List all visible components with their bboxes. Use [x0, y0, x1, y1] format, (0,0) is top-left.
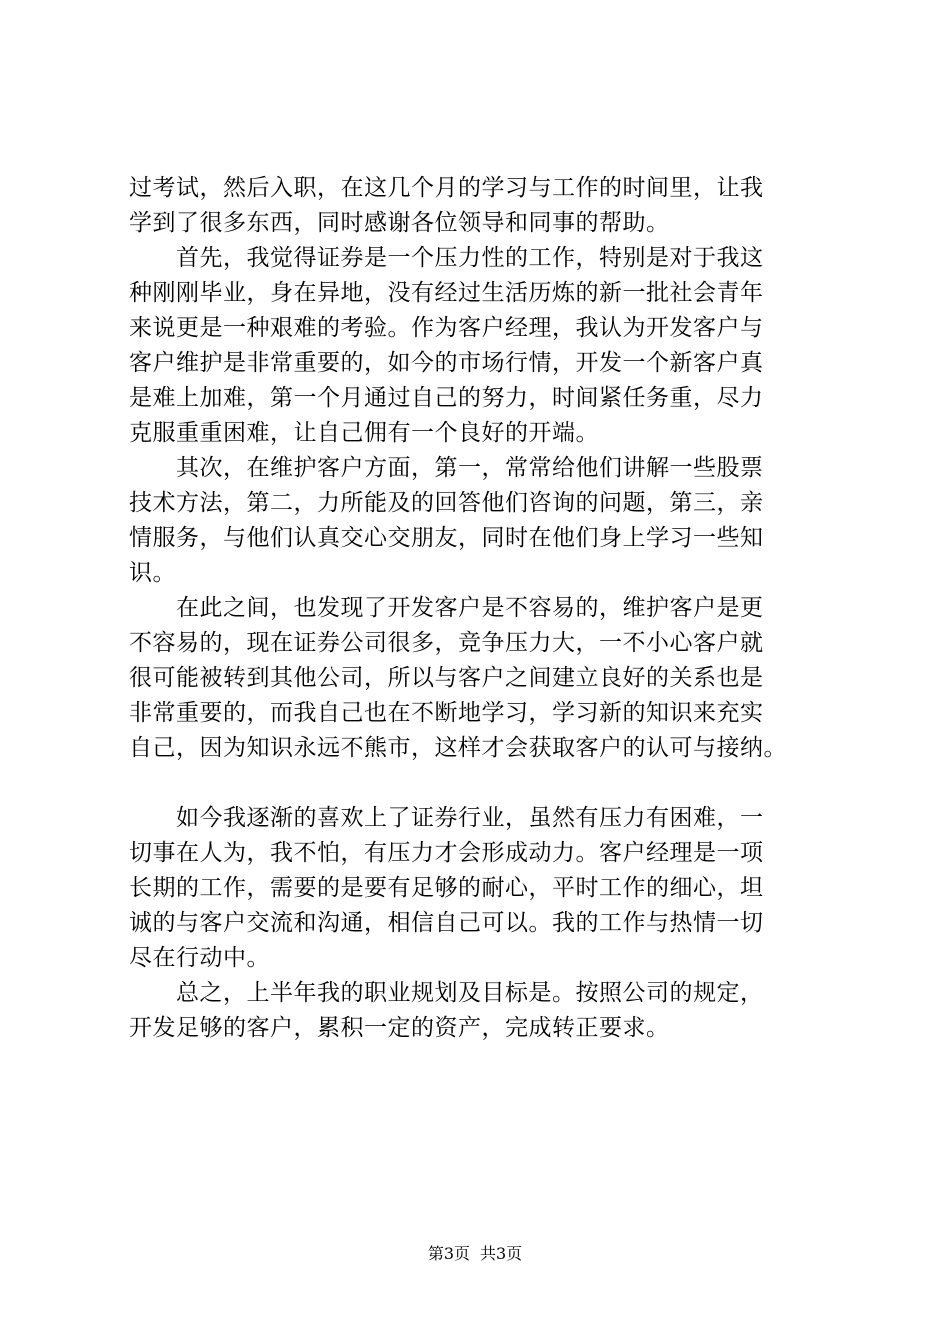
text-line: 在此之间，也发现了开发客户是不容易的，维护客户是更	[129, 595, 764, 621]
text-line: 识。	[129, 560, 176, 586]
text-line: 过考试，然后入职，在这几个月的学习与工作的时间里，让我	[129, 175, 764, 201]
page-number: 第3页	[427, 1244, 470, 1263]
text-line: 长期的工作，需要的是要有足够的耐心，平时工作的细心，坦	[129, 875, 764, 901]
page-total: 共3页	[480, 1244, 523, 1263]
text-line: 如今我逐渐的喜欢上了证券行业，虽然有压力有困难，一	[129, 805, 764, 831]
text-line: 切事在人为，我不怕，有压力才会形成动力。客户经理是一项	[129, 840, 764, 866]
text-line: 不容易的，现在证券公司很多，竞争压力大，一不小心客户就	[129, 630, 764, 656]
text-line: 尽在行动中。	[129, 945, 270, 971]
text-line: 技术方法，第二，力所能及的回答他们咨询的问题，第三，亲	[129, 490, 764, 516]
text-line: 种刚刚毕业，身在异地，没有经过生活历炼的新一批社会青年	[129, 280, 764, 306]
text-line: 诚的与客户交流和沟通，相信自己可以。我的工作与热情一切	[129, 910, 764, 936]
text-line: 来说更是一种艰难的考验。作为客户经理，我认为开发客户与	[129, 315, 764, 341]
text-line: 很可能被转到其他公司，所以与客户之间建立良好的关系也是	[129, 665, 764, 691]
text-line: 克服重重困难，让自己佣有一个良好的开端。	[129, 420, 599, 446]
text-line: 客户维护是非常重要的，如今的市场行情，开发一个新客户真	[129, 350, 764, 376]
paragraph-gap	[129, 766, 839, 801]
text-line: 是难上加难，第一个月通过自己的努力，时间紧任务重，尽力	[129, 385, 764, 411]
text-line: 自己，因为知识永远不熊市，这样才会获取客户的认可与接纳。	[129, 735, 787, 761]
text-line: 非常重要的，而我自己也在不断地学习，学习新的知识来充实	[129, 700, 764, 726]
text-line: 学到了很多东西，同时感谢各位领导和同事的帮助。	[129, 210, 670, 236]
text-line: 情服务，与他们认真交心交朋友，同时在他们身上学习一些知	[129, 525, 764, 551]
text-line: 其次，在维护客户方面，第一，常常给他们讲解一些股票	[129, 455, 764, 481]
text-line: 首先，我觉得证券是一个压力性的工作，特别是对于我这	[129, 245, 764, 271]
document-body	[129, 171, 839, 1046]
text-line: 总之，上半年我的职业规划及目标是。按照公司的规定，	[129, 980, 764, 1006]
text-line: 开发足够的客户，累积一定的资产，完成转正要求。	[129, 1015, 670, 1041]
page-footer	[0, 1244, 950, 1264]
